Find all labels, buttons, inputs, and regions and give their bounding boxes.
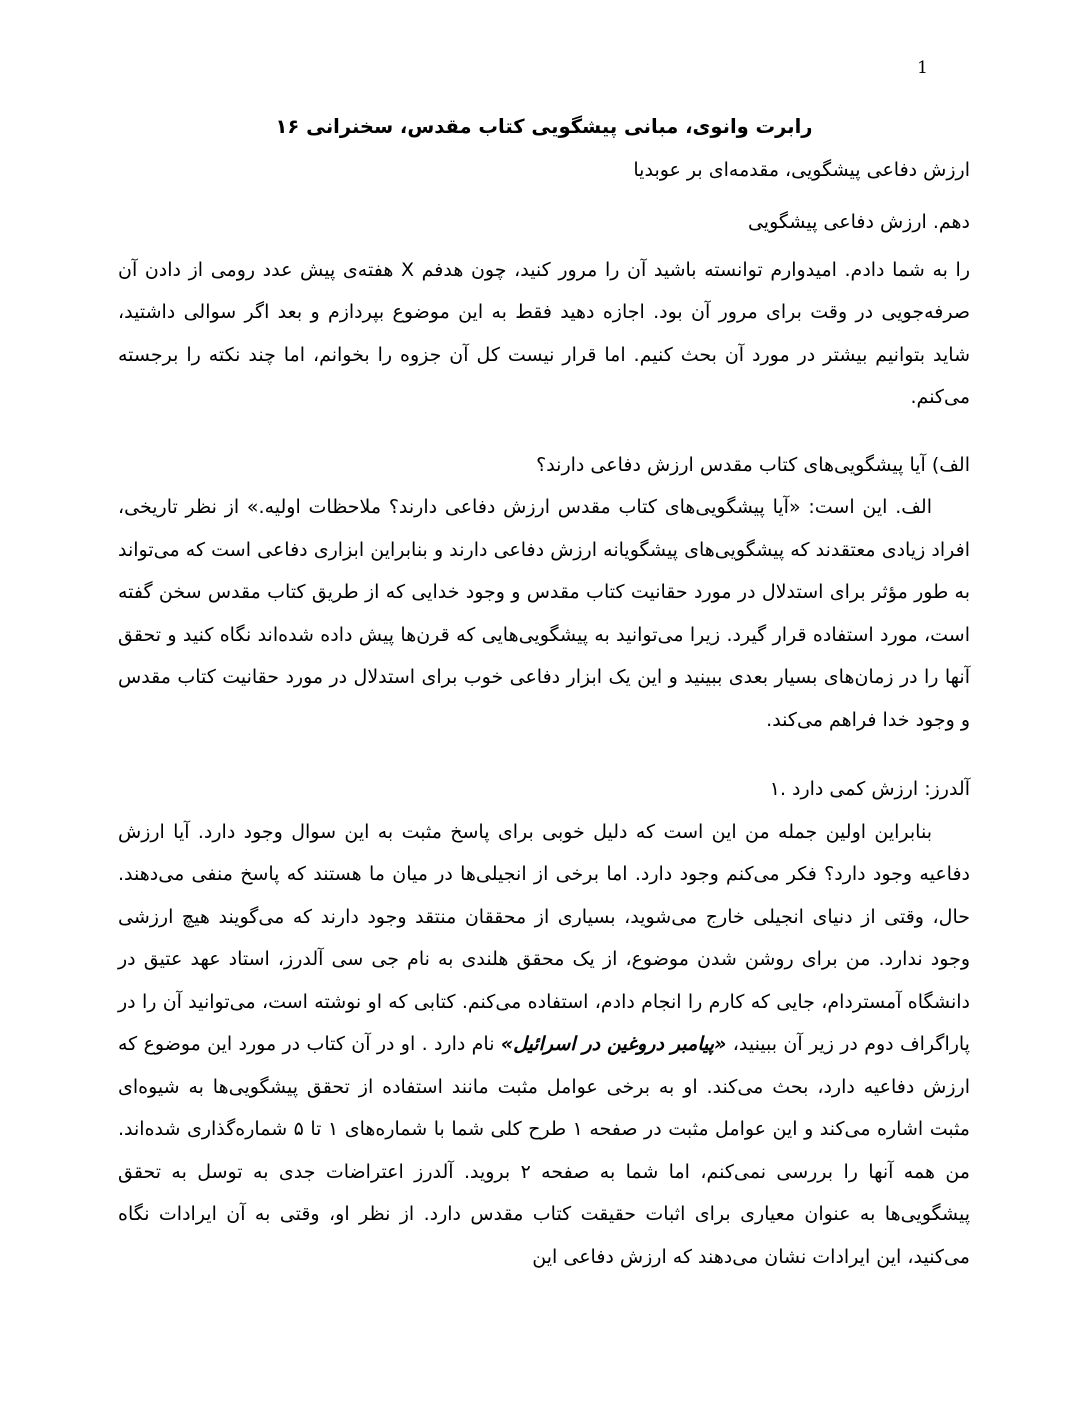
- heading-question-alef: الف) آیا پیشگویی‌های کتاب مقدس ارزش دفاعی دارند؟: [536, 453, 970, 476]
- paragraph-aalders-discussion: [118, 811, 970, 1279]
- book-title-false-prophet: «پیامبر دروغین در اسرائیل»: [500, 1033, 727, 1055]
- document-content: [118, 106, 970, 1278]
- section-label: دهم. ارزش دفاعی پیشگویی: [747, 211, 970, 233]
- paragraph-aalders-text-after: نام دارد . او در آن کتاب در مورد این موضوع که ارزش دفاعیه دارد، بحث می‌کند. او به برخی عوامل مثبت مانند استفاده از تحقق پیشگویی‌ها به شیوه‌ای مثبت اشاره می‌کند و این عوامل مثبت در صفحه ۱ طرح کلی شما با شماره‌های ۱ تا ۵ شماره‌گذاری شده‌اند. من همه آنها را بررسی نمی‌کنم، اما شما به صفحه ۲ بروید. آلدرز اعتراضات جدی به توسل به تحقق پیشگویی‌ها به عنوان معیاری برای اثبات حقیقت کتاب مقدس دارد. از نظر او، وقتی به آن ایرادات نگاه می‌کنید، این ایرادات نشان می‌دهند که ارزش دفاعی این: [118, 1033, 970, 1268]
- paragraph-intro: را به شما دادم. امیدوارم توانسته باشید آن را مرور کنید، چون هدفم X هفته‌ی پیش عدد رومی از دادن آن صرفه‌جویی در وقت برای مرور آن بود. اجازه دهید فقط به این موضوع بپردازم و بعد اگر سوالی داشتید، شاید بتوانیم بیشتر در مورد آن بحث کنیم. اما قرار نیست کل آن جزوه را بخوانم، اما چند نکته را برجسته می‌کنم.: [118, 258, 970, 408]
- page-number: 1: [917, 58, 928, 78]
- document-subtitle: ارزش دفاعی پیشگویی، مقدمه‌ای بر عوبدیا: [633, 158, 970, 181]
- paragraph-apologetic-value: الف. این است: «آیا پیشگویی‌های کتاب مقدس ارزش دفاعی دارند؟ ملاحظات اولیه.» از نظر تاریخی، افراد زیادی معتقدند که پیشگویی‌های پیشگویانه ارزش دفاعی دارند و بنابراین ابزاری دفاعی است که می‌تواند به طور مؤثر برای استدلال در مورد حقانیت کتاب مقدس و وجود خدایی که از طریق کتاب مقدس سخن گفته است، مورد استفاده قرار گیرد. زیرا می‌توانید به پیشگویی‌هایی که قرن‌ها پیش داده شده‌اند نگاه کنید و تحقق آنها را در زمان‌های بسیار بعدی ببینید و این یک ابزار دفاعی خوب برای استدلال در مورد حقانیت کتاب مقدس و وجود خدا فراهم می‌کند.: [118, 496, 970, 731]
- heading-aalders: آلدرز: ارزش کمی دارد .۱: [769, 778, 970, 800]
- paragraph-aalders-text-before: بنابراین اولین جمله من این است که دلیل خوبی برای پاسخ مثبت به این سوال وجود دارد. آیا ارزش دفاعیه وجود دارد؟ فکر می‌کنم وجود دارد. اما برخی از انجیلی‌ها در میان ما هستند که پاسخ منفی می‌دهند. حال، وقتی از دنیای انجیلی خارج می‌شوید، بسیاری از محققان منتقد وجود دارند که می‌گویند هیچ ارزشی وجود ندارد. من برای روشن شدن موضوع، از یک محقق هلندی به نام جی سی آلدرز، استاد عهد عتیق در دانشگاه آمستردام، جایی که کارم را انجام دادم، استفاده می‌کنم. کتابی که او نوشته است، می‌توانید آن را در پاراگراف دوم در زیر آن ببینید،: [118, 820, 970, 1055]
- document-title: رابرت وانوی، مبانی پیشگویی کتاب مقدس، سخنرانی ۱۶: [275, 115, 813, 138]
